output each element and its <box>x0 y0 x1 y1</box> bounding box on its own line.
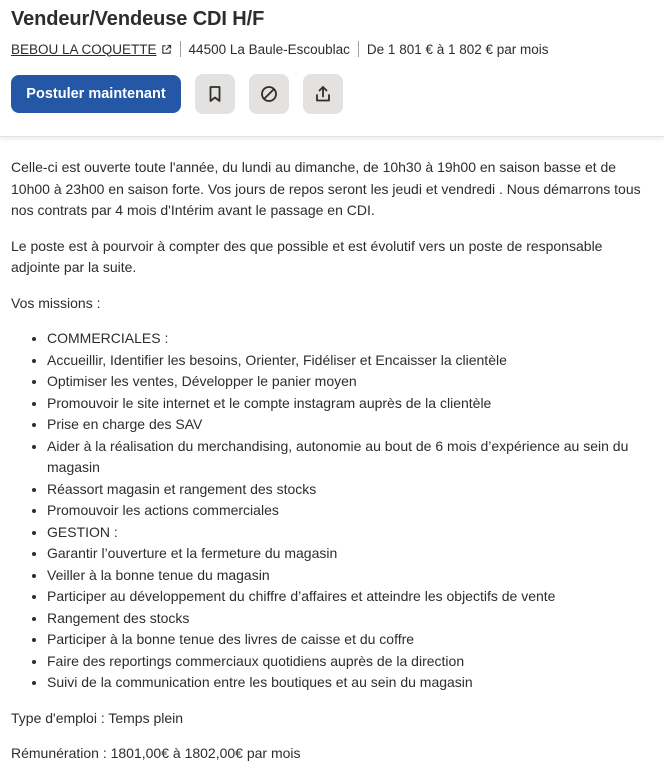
job-location: 44500 La Baule-Escoublac <box>188 41 350 57</box>
job-description <box>0 137 664 765</box>
apply-now-button[interactable]: Postuler maintenant <box>11 75 181 113</box>
list-item: • Aider à la réalisation du merchandising, autonomie au bout de 6 mois d’expérience au sein du magasin <box>47 436 653 479</box>
share-job-button[interactable] <box>303 74 343 114</box>
list-item: • Participer au développement du chiffre d’affaires et atteindre les objectifs de vente <box>47 586 653 608</box>
meta-separator <box>358 41 359 57</box>
save-job-button[interactable] <box>195 74 235 114</box>
bookmark-icon <box>205 84 225 104</box>
list-item: • COMMERCIALES : <box>47 328 653 350</box>
list-item: • Optimiser les ventes, Développer le panier moyen <box>47 371 653 393</box>
external-link-icon <box>161 44 172 55</box>
share-icon <box>313 84 333 104</box>
job-meta <box>11 41 549 57</box>
remuneration: Rémunération : 1801,00€ à 1802,00€ par mois <box>11 745 301 761</box>
company-link[interactable] <box>11 42 172 57</box>
list-item: • GESTION : <box>47 522 653 544</box>
list-item: • Réassort magasin et rangement des stocks <box>47 479 653 501</box>
job-salary: De 1 801 € à 1 802 € par mois <box>366 41 549 57</box>
not-interested-button[interactable] <box>249 74 289 114</box>
company-name: BEBOU LA COQUETTE <box>11 41 157 57</box>
employment-type: Type d'emploi : Temps plein <box>11 709 184 726</box>
list-item: • Veiller à la bonne tenue du magasin <box>47 565 653 587</box>
job-title: Vendeur/Vendeuse CDI H/F <box>11 8 265 30</box>
list-item: • Promouvoir les actions commerciales <box>47 500 653 522</box>
list-item: • Prise en charge des SAV <box>47 414 653 436</box>
list-item: • Garantir l’ouverture et la fermeture du magasin <box>47 543 653 565</box>
meta-separator <box>180 41 181 57</box>
missions-label: Vos missions : <box>11 294 101 311</box>
list-item: • Promouvoir le site internet et le compte instagram auprès de la clientèle <box>47 393 653 415</box>
missions-list <box>11 328 653 694</box>
ban-icon <box>259 84 279 104</box>
job-actions <box>11 74 343 114</box>
description-paragraph: Celle-ci est ouverte toute l'année, du lundi au dimanche, de 10h30 à 19h00 en saison basse et de 10h00 à 23h00 en saison forte. Vos jours de repos seront les jeudi et vendredi . Nous démarrons tous nos contrats par 4 mois d'Intérim avant le passage en CDI. <box>11 159 641 218</box>
list-item: • Faire des reportings commerciaux quotidiens auprès de la direction <box>47 651 653 673</box>
description-paragraph: Le poste est à pourvoir à compter des que possible et est évolutif vers un poste de responsable adjointe par la suite. <box>11 237 603 275</box>
list-item: • Accueillir, Identifier les besoins, Orienter, Fidéliser et Encaisser la clientèle <box>47 350 653 372</box>
list-item: • Rangement des stocks <box>47 608 653 630</box>
list-item: • Suivi de la communication entre les boutiques et au sein du magasin <box>47 672 653 694</box>
list-item: • Participer à la bonne tenue des livres de caisse et du coffre <box>47 629 653 651</box>
job-header <box>0 0 664 137</box>
